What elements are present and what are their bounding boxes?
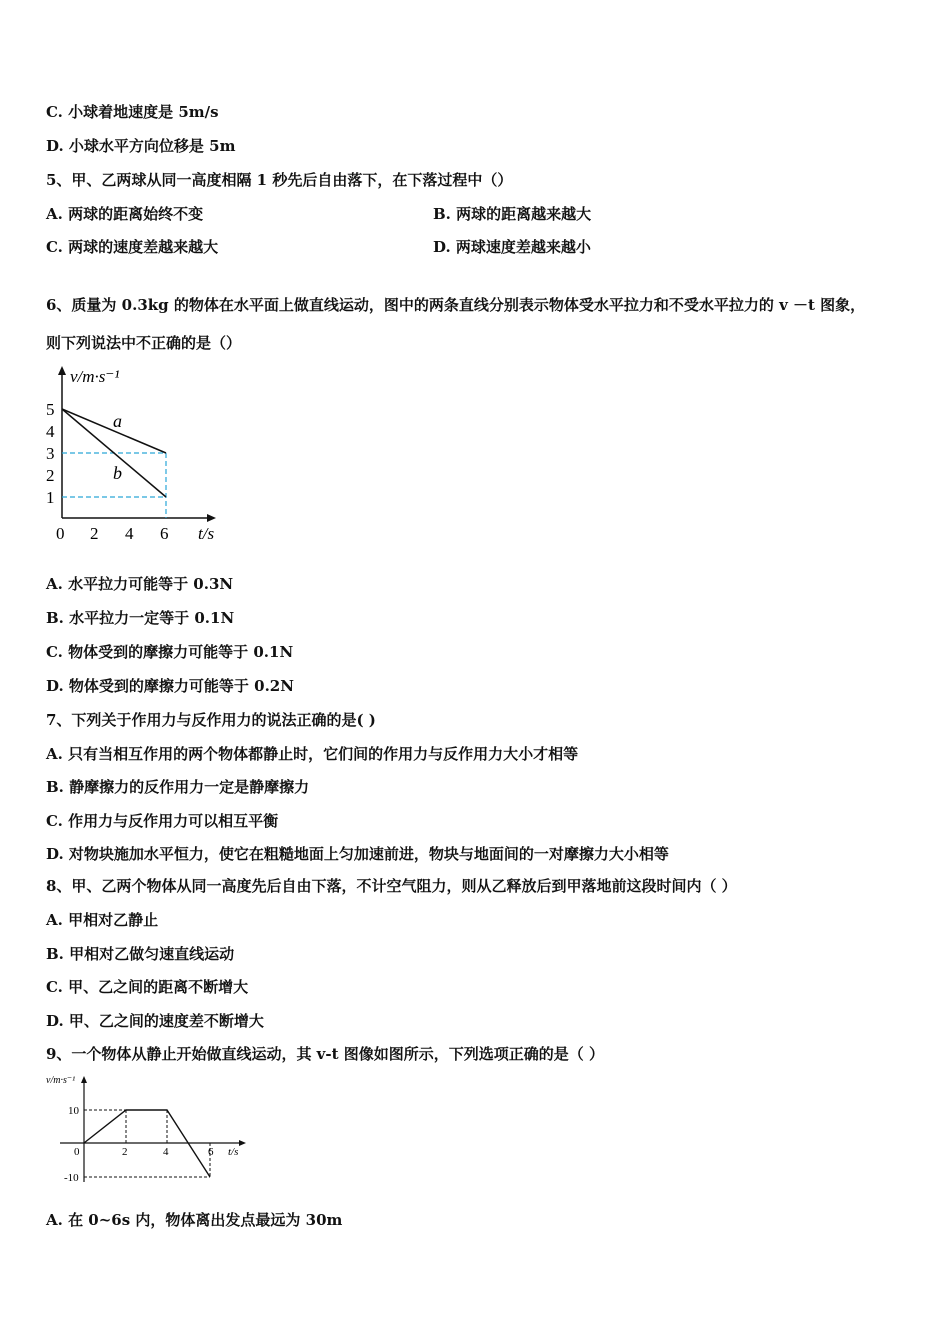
q6-label-a: a bbox=[113, 411, 122, 431]
q9-y-label: v/m·s⁻¹ bbox=[46, 1075, 76, 1086]
q6-y-label: v/m·s⁻¹ bbox=[70, 367, 120, 386]
q6-ytick-2: 2 bbox=[46, 466, 55, 485]
q9-xtick-6: 6 bbox=[208, 1146, 214, 1158]
q6-ytick-3: 3 bbox=[46, 444, 55, 463]
q6-option-d: D. 物体受到的摩擦力可能等于 0.2N bbox=[46, 677, 294, 695]
q6-label-b: b bbox=[113, 463, 122, 483]
q7-option-b: B. 静摩擦力的反作用力一定是静摩擦力 bbox=[46, 778, 310, 796]
q9-ytick-10: 10 bbox=[68, 1105, 79, 1117]
q7-option-d: D. 对物块施加水平恒力，使它在粗糙地面上匀加速前进，物块与地面间的一对摩擦力大小相等 bbox=[46, 845, 669, 863]
q9-ytick-0: 0 bbox=[74, 1146, 80, 1158]
q4-option-d: D. 小球水平方向位移是 5m bbox=[46, 137, 236, 155]
q6-option-c: C. 物体受到的摩擦力可能等于 0.1N bbox=[46, 643, 294, 661]
q9-stem: 9、一个物体从静止开始做直线运动，其 v-t 图像如图所示，下列选项正确的是（ ） bbox=[46, 1045, 604, 1063]
q8-option-d: D. 甲、乙之间的速度差不断增大 bbox=[46, 1012, 264, 1030]
q7-stem: 7、下列关于作用力与反作用力的说法正确的是( ) bbox=[46, 711, 376, 729]
q9-x-label: t/s bbox=[228, 1146, 239, 1158]
q8-option-a: A. 甲相对乙静止 bbox=[46, 911, 159, 929]
q9-ytick-minus10: -10 bbox=[64, 1172, 79, 1184]
q7-option-c: C. 作用力与反作用力可以相互平衡 bbox=[46, 812, 279, 830]
q9-y-arrow bbox=[81, 1076, 87, 1083]
q9-vt-graph bbox=[40, 1070, 260, 1190]
q6-xtick-4: 4 bbox=[125, 524, 134, 543]
q9-xtick-2: 2 bbox=[122, 1146, 128, 1158]
q6-stem-line1: 6、质量为 0.3kg 的物体在水平面上做直线运动，图中的两条直线分别表示物体受水平拉力和不受水平拉力的 v －t 图象， bbox=[46, 296, 866, 314]
q5-option-b: B. 两球的距离越来越大 bbox=[433, 205, 592, 223]
q6-xtick-2: 2 bbox=[90, 524, 99, 543]
q5-stem: 5、甲、乙两球从同一高度相隔 1 秒先后自由落下，在下落过程中（） bbox=[46, 171, 513, 189]
q6-vt-graph bbox=[40, 362, 230, 547]
q6-y-arrow bbox=[58, 366, 66, 375]
q8-stem: 8、甲、乙两个物体从同一高度先后自由下落，不计空气阻力，则从乙释放后到甲落地前这段时间内（ ） bbox=[46, 877, 737, 895]
q8-option-c: C. 甲、乙之间的距离不断增大 bbox=[46, 978, 249, 996]
q9-xtick-4: 4 bbox=[163, 1146, 169, 1158]
q6-x-label: t/s bbox=[198, 524, 215, 543]
q5-option-c: C. 两球的速度差越来越大 bbox=[46, 238, 219, 256]
q6-ytick-5: 5 bbox=[46, 400, 55, 419]
q4-option-c: C. 小球着地速度是 5m/s bbox=[46, 103, 219, 121]
q6-xtick-6: 6 bbox=[160, 524, 169, 543]
q6-ytick-4: 4 bbox=[46, 422, 55, 441]
q5-option-a: A. 两球的距离始终不变 bbox=[46, 205, 204, 223]
q6-option-b: B. 水平拉力一定等于 0.1N bbox=[46, 609, 235, 627]
q6-x-arrow bbox=[207, 514, 216, 522]
q9-option-a: A. 在 0~6s 内，物体离出发点最远为 30m bbox=[46, 1211, 343, 1229]
q6-option-a: A. 水平拉力可能等于 0.3N bbox=[46, 575, 234, 593]
q6-stem-line2: 则下列说法中不正确的是（） bbox=[46, 334, 242, 352]
q8-option-b: B. 甲相对乙做匀速直线运动 bbox=[46, 945, 235, 963]
q5-option-d: D. 两球速度差越来越小 bbox=[433, 238, 591, 256]
q7-option-a: A. 只有当相互作用的两个物体都静止时，它们间的作用力与反作用力大小才相等 bbox=[46, 745, 579, 763]
q6-xtick-0: 0 bbox=[56, 524, 65, 543]
q6-ytick-1: 1 bbox=[46, 488, 55, 507]
q9-x-arrow bbox=[239, 1140, 246, 1146]
